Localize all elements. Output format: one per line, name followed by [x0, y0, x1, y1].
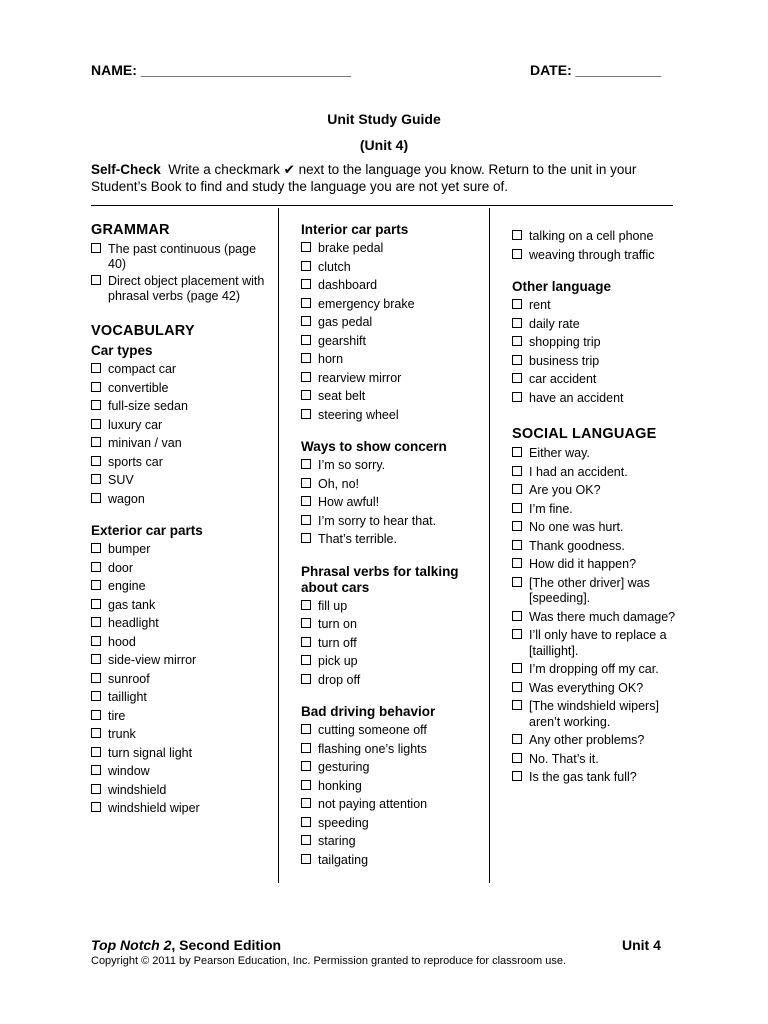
checkbox[interactable]	[91, 562, 101, 572]
checkbox[interactable]	[301, 637, 311, 647]
checkbox[interactable]	[91, 400, 101, 410]
checkbox[interactable]	[91, 363, 101, 373]
checklist-item	[512, 681, 687, 697]
phrasal-heading: Phrasal verbs for talking about cars	[301, 563, 459, 595]
checklist-item-label: dashboard	[318, 278, 378, 292]
checklist-item-label: Was everything OK?	[529, 680, 644, 695]
checklist-item-label: pick up	[318, 654, 358, 668]
checklist-item-label: gesturing	[318, 760, 370, 774]
exterior-list	[91, 542, 275, 817]
checkbox[interactable]	[512, 447, 522, 457]
checkbox[interactable]	[301, 533, 311, 543]
checklist-item-label: [The windshield wipers] aren’t working.	[529, 699, 659, 729]
checklist-item-label: Was there much damage?	[529, 609, 676, 624]
checklist-item	[301, 742, 486, 758]
checklist-item-label: I’m dropping off my car.	[529, 662, 659, 676]
checklist-item	[512, 248, 687, 264]
checklist-item	[91, 746, 275, 762]
checklist-item-label: engine	[108, 579, 146, 593]
checklist-item	[301, 636, 486, 652]
checkbox[interactable]	[301, 390, 311, 400]
checkbox[interactable]	[301, 459, 311, 469]
page-title: Unit Study Guide	[327, 111, 441, 127]
checklist-item	[301, 816, 486, 832]
column-1	[91, 222, 275, 820]
footer-book-title	[91, 937, 281, 953]
checklist-item	[512, 483, 687, 499]
checklist-item-label: windshield wiper	[108, 801, 200, 815]
checkbox[interactable]	[301, 600, 311, 610]
checkbox[interactable]	[301, 674, 311, 684]
checkbox[interactable]	[512, 249, 522, 259]
checklist-item	[512, 372, 687, 388]
checklist-item-label: No. That’s it.	[529, 751, 599, 766]
checklist-item-label: I’m so sorry.	[318, 458, 386, 472]
social-language-heading: SOCIAL LANGUAGE	[512, 426, 657, 442]
checklist-item-label: emergency brake	[318, 296, 415, 311]
checklist-item-label: I’m sorry to hear that.	[318, 513, 437, 528]
checklist-item-label: cutting someone off	[318, 723, 427, 737]
checklist-item	[512, 628, 687, 659]
checklist-item-label: rearview mirror	[318, 370, 402, 385]
checkbox[interactable]	[301, 316, 311, 326]
checklist-item	[301, 241, 486, 257]
checkbox[interactable]	[91, 802, 101, 812]
checkbox[interactable]	[512, 558, 522, 568]
checklist-item	[91, 598, 275, 614]
checklist-item-label: How awful!	[318, 495, 380, 509]
checklist-item	[301, 779, 486, 795]
checklist-item-label: I’ll only have to replace a [taillight].	[529, 628, 667, 658]
checkbox[interactable]	[301, 335, 311, 345]
checkbox[interactable]	[512, 484, 522, 494]
checkbox[interactable]	[301, 743, 311, 753]
checklist-item-label: sunroof	[108, 671, 150, 686]
checklist-item-label: wagon	[108, 491, 145, 506]
checklist-item-label: turn on	[318, 617, 357, 631]
concern-heading: Ways to show concern	[301, 439, 447, 454]
checklist-item-label: Thank goodness.	[529, 538, 625, 553]
checkbox[interactable]	[512, 611, 522, 621]
checklist-item-label: sports car	[108, 454, 163, 469]
checklist-item	[91, 709, 275, 725]
checklist-item-label: turn off	[318, 635, 357, 650]
checklist-item	[91, 455, 275, 471]
checkbox[interactable]	[91, 474, 101, 484]
car-types-heading: Car types	[91, 343, 153, 358]
checklist-item	[91, 362, 275, 378]
checkbox[interactable]	[512, 373, 522, 383]
checklist-item-label: clutch	[318, 259, 351, 274]
checkbox[interactable]	[91, 599, 101, 609]
checklist-item-label: convertible	[108, 380, 169, 395]
checklist-item-label: trunk	[108, 727, 136, 741]
checklist-item-label: window	[108, 764, 150, 778]
phrasal-list	[301, 599, 486, 689]
checklist-item-label: steering wheel	[318, 407, 399, 422]
checklist-item	[301, 673, 486, 689]
checkbox[interactable]	[512, 577, 522, 587]
checklist-item-label: Any other problems?	[529, 733, 645, 747]
checkbox[interactable]	[301, 817, 311, 827]
checkbox[interactable]	[301, 515, 311, 525]
checklist-item-label: rent	[529, 298, 551, 312]
checklist-item-label: daily rate	[529, 316, 580, 331]
checklist-item-label: compact car	[108, 362, 177, 376]
checklist-item	[301, 297, 486, 313]
checklist-item	[512, 770, 687, 786]
checklist-item	[301, 834, 486, 850]
checklist-item-label: shopping trip	[529, 335, 601, 349]
checklist-item-label: tire	[108, 708, 126, 723]
checkbox[interactable]	[512, 466, 522, 476]
checklist-item-label: door	[108, 560, 134, 575]
checkbox[interactable]	[91, 617, 101, 627]
self-check-instructions	[91, 161, 681, 195]
checklist-item-label: flashing one’s lights	[318, 741, 427, 756]
checklist-item-label: gas pedal	[318, 315, 373, 329]
checklist-item	[301, 371, 486, 387]
concern-list	[301, 458, 486, 548]
checklist-item-label: seat belt	[318, 389, 366, 403]
checkbox[interactable]	[512, 503, 522, 513]
checklist-item	[301, 458, 486, 474]
checklist-item	[512, 502, 687, 518]
checklist-item-label: side-view mirror	[108, 653, 197, 667]
checklist-item	[91, 616, 275, 632]
checklist-item	[512, 446, 687, 462]
checkbox[interactable]	[512, 299, 522, 309]
checklist-item	[512, 335, 687, 351]
checklist-item-label: gearshift	[318, 333, 366, 348]
checklist-item-label: weaving through traffic	[529, 247, 655, 262]
checklist-item	[512, 733, 687, 749]
checklist-item	[91, 399, 275, 415]
checkbox[interactable]	[512, 521, 522, 531]
book-edition: , Second Edition	[171, 937, 282, 953]
checklist-item-label: tailgating	[318, 852, 369, 867]
checkbox[interactable]	[512, 355, 522, 365]
checklist-item	[512, 391, 687, 407]
other-language-heading: Other language	[512, 279, 612, 294]
checklist-item-label: turn signal light	[108, 745, 193, 760]
checklist-item-label: minivan / van	[108, 436, 182, 450]
checkbox[interactable]	[512, 230, 522, 240]
checkbox[interactable]	[512, 753, 522, 763]
checklist-item-label: speeding	[318, 815, 369, 830]
checkbox[interactable]	[301, 298, 311, 308]
checklist-item	[512, 576, 687, 607]
checkbox[interactable]	[91, 543, 101, 553]
checkbox[interactable]	[91, 710, 101, 720]
unit-subtitle: (Unit 4)	[359, 137, 409, 153]
copyright-notice: Copyright © 2011 by Pearson Education, Inc. Permission granted to reproduce for classroom use.	[91, 955, 567, 967]
checklist-item-label: brake pedal	[318, 241, 384, 255]
checkbox[interactable]	[301, 655, 311, 665]
checkbox[interactable]	[512, 336, 522, 346]
checklist-item	[512, 539, 687, 555]
checklist-item-label: business trip	[529, 353, 600, 368]
checkbox[interactable]	[512, 663, 522, 673]
checkbox[interactable]	[512, 629, 522, 639]
checklist-item	[301, 352, 486, 368]
checklist-item	[91, 436, 275, 452]
checkbox[interactable]	[512, 682, 522, 692]
checklist-item	[512, 229, 687, 245]
checklist-item	[91, 473, 275, 489]
checklist-item	[512, 610, 687, 626]
checkbox[interactable]	[301, 780, 311, 790]
divider	[91, 205, 673, 206]
checklist-item	[91, 635, 275, 651]
checklist-item-label: taillight	[108, 690, 147, 704]
checklist-item-label: headlight	[108, 616, 159, 630]
checkbox[interactable]	[91, 437, 101, 447]
checklist-item	[91, 801, 275, 817]
checklist-item	[512, 354, 687, 370]
checkbox[interactable]	[512, 318, 522, 328]
column-divider	[489, 208, 490, 883]
checklist-item	[301, 654, 486, 670]
checklist-item	[91, 492, 275, 508]
checklist-item	[91, 579, 275, 595]
checklist-item	[301, 599, 486, 615]
checklist-item-label: car accident	[529, 372, 597, 386]
checklist-item	[512, 752, 687, 768]
self-check-label: Self-Check	[91, 162, 161, 177]
checklist-item-label: Are you OK?	[529, 483, 601, 497]
checklist-item-label: The past continuous (page 40)	[108, 242, 257, 271]
checklist-item-label: horn	[318, 352, 344, 366]
checklist-item	[301, 853, 486, 869]
checkbox[interactable]	[301, 496, 311, 506]
checklist-item	[301, 408, 486, 424]
checkbox[interactable]	[91, 765, 101, 775]
checklist-item-label: bumper	[108, 542, 151, 556]
checklist-item-label: Oh, no!	[318, 476, 359, 491]
checkbox[interactable]	[301, 353, 311, 363]
checkbox[interactable]	[301, 409, 311, 419]
checklist-item-label: How did it happen?	[529, 557, 637, 571]
checkbox[interactable]	[91, 747, 101, 757]
checklist-item	[91, 690, 275, 706]
checkbox[interactable]	[301, 798, 311, 808]
checklist-item	[301, 514, 486, 530]
checklist-item-label: full-size sedan	[108, 399, 188, 413]
checklist-item-label: Is the gas tank full?	[529, 770, 637, 784]
checklist-item-label: I had an accident.	[529, 464, 628, 479]
checkbox[interactable]	[512, 734, 522, 744]
checklist-item	[512, 662, 687, 678]
checklist-item	[91, 653, 275, 669]
interior-list	[301, 241, 486, 423]
checkbox[interactable]	[301, 478, 311, 488]
checklist-item	[301, 723, 486, 739]
checklist-item-label: No one was hurt.	[529, 520, 624, 534]
checklist-item	[301, 760, 486, 776]
checklist-item-label: talking on a cell phone	[529, 229, 654, 243]
checklist-item	[91, 783, 275, 799]
checkbox[interactable]	[91, 636, 101, 646]
checklist-item	[301, 260, 486, 276]
checklist-item	[91, 727, 275, 743]
checklist-item	[301, 495, 486, 511]
self-check-text: Write a checkmark ✔ next to the language you know. Return to the unit in your Student’s Book to find and study the language you are not yet sure of.	[91, 162, 637, 194]
checklist-item	[512, 699, 687, 730]
checklist-item	[91, 542, 275, 558]
bad-driving-list	[301, 723, 486, 868]
checklist-item-label: hood	[108, 634, 136, 649]
checklist-item	[301, 477, 486, 493]
bad-driving-heading: Bad driving behavior	[301, 704, 436, 719]
social-language-list	[512, 446, 687, 786]
checkbox[interactable]	[301, 261, 311, 271]
checkbox[interactable]	[301, 618, 311, 628]
checklist-item	[512, 465, 687, 481]
checkbox[interactable]	[91, 243, 101, 253]
checklist-item	[91, 242, 275, 272]
checkbox[interactable]	[512, 700, 522, 710]
checkbox[interactable]	[91, 728, 101, 738]
checklist-item-label: SUV	[108, 473, 134, 487]
checklist-item	[301, 334, 486, 350]
checklist-item	[91, 274, 275, 304]
checkbox[interactable]	[91, 382, 101, 392]
checklist-item-label: fill up	[318, 598, 348, 613]
checklist-item-label: staring	[318, 834, 356, 848]
checklist-item-label: Direct object placement with phrasal verbs (page 42)	[108, 274, 265, 303]
checkbox[interactable]	[301, 724, 311, 734]
checklist-item-label: not paying attention	[318, 797, 428, 811]
date-field-label: DATE: ___________	[530, 62, 662, 78]
bad-driving-list-cont	[512, 229, 687, 263]
checkbox[interactable]	[301, 835, 311, 845]
checkbox[interactable]	[91, 456, 101, 466]
checklist-item	[91, 672, 275, 688]
checkbox[interactable]	[512, 771, 522, 781]
checkbox[interactable]	[301, 854, 311, 864]
column-2	[301, 222, 486, 871]
car-types-list	[91, 362, 275, 507]
checkbox[interactable]	[91, 275, 101, 285]
checklist-item	[512, 317, 687, 333]
interior-heading: Interior car parts	[301, 222, 409, 237]
checkbox[interactable]	[301, 279, 311, 289]
checklist-item	[301, 797, 486, 813]
other-language-list	[512, 298, 687, 406]
checklist-item	[91, 381, 275, 397]
checklist-item	[512, 557, 687, 573]
checkbox[interactable]	[91, 580, 101, 590]
checkbox[interactable]	[91, 673, 101, 683]
checklist-item	[91, 764, 275, 780]
checkbox[interactable]	[301, 761, 311, 771]
checklist-item	[301, 315, 486, 331]
checkbox[interactable]	[91, 493, 101, 503]
checklist-item	[301, 617, 486, 633]
checklist-item-label: luxury car	[108, 417, 163, 432]
checkbox[interactable]	[91, 784, 101, 794]
checkbox[interactable]	[512, 540, 522, 550]
checklist-item	[512, 520, 687, 536]
checklist-item	[512, 298, 687, 314]
checklist-item-label: Either way.	[529, 446, 590, 460]
checklist-item-label: windshield	[108, 782, 167, 797]
checklist-item	[91, 418, 275, 434]
column-divider	[278, 208, 279, 883]
vocabulary-heading: VOCABULARY	[91, 323, 195, 339]
checkbox[interactable]	[301, 372, 311, 382]
checklist-item	[301, 532, 486, 548]
name-field-label: NAME: ___________________________	[91, 62, 351, 78]
checklist-item-label: I’m fine.	[529, 501, 573, 516]
checkbox[interactable]	[91, 654, 101, 664]
checklist-item	[301, 389, 486, 405]
checklist-item-label: [The other driver] was [speeding].	[529, 575, 650, 605]
checklist-item-label: honking	[318, 778, 362, 793]
checklist-item	[301, 278, 486, 294]
checklist-item-label: That’s terrible.	[318, 532, 397, 546]
footer-unit: Unit 4	[622, 937, 661, 953]
checkbox[interactable]	[91, 419, 101, 429]
grammar-heading: GRAMMAR	[91, 222, 170, 238]
exterior-heading: Exterior car parts	[91, 523, 203, 538]
grammar-list	[91, 242, 275, 304]
column-3	[512, 229, 687, 789]
checklist-item	[91, 561, 275, 577]
checklist-item-label: gas tank	[108, 597, 156, 612]
checklist-item-label: drop off	[318, 672, 361, 687]
checkbox[interactable]	[512, 392, 522, 402]
checkbox[interactable]	[301, 242, 311, 252]
checkbox[interactable]	[91, 691, 101, 701]
book-title: Top Notch 2	[91, 937, 172, 953]
checklist-item-label: have an accident	[529, 390, 624, 405]
